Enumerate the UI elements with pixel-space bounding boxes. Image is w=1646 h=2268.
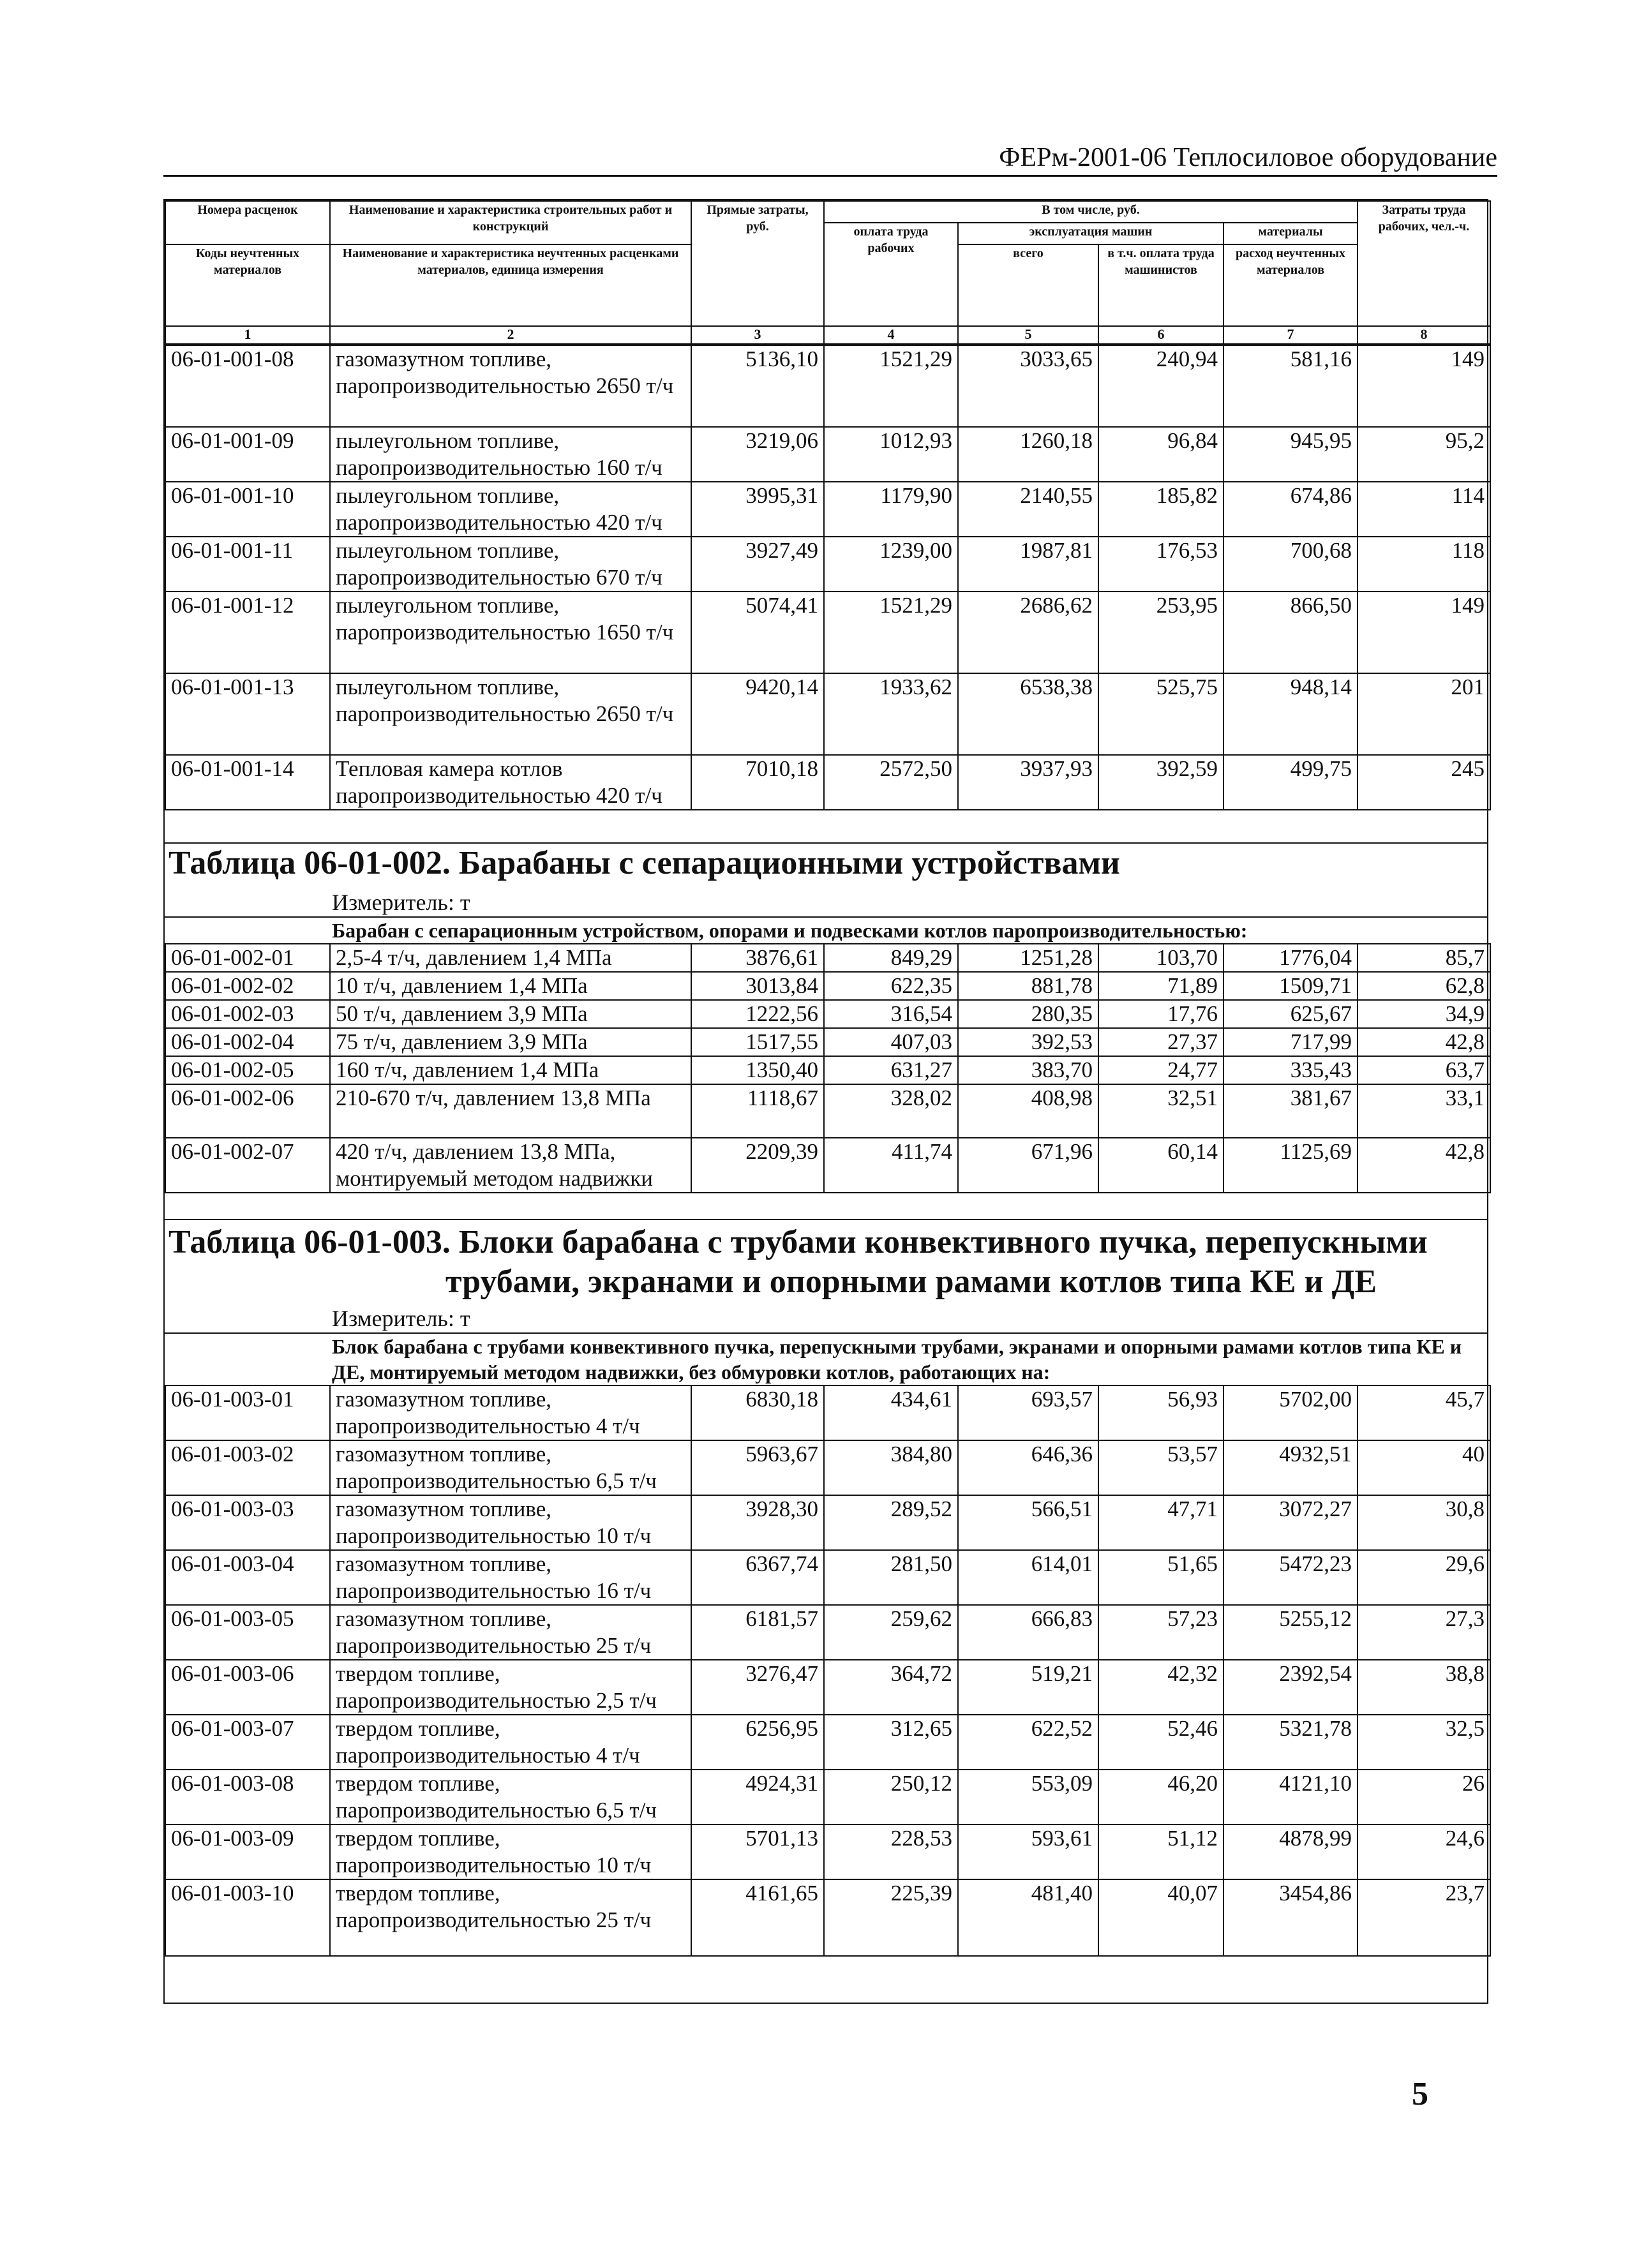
- work-description: 50 т/ч, давлением 3,9 МПа: [330, 1000, 691, 1028]
- direct-costs: 3927,49: [691, 537, 824, 592]
- materials-cost: 945,95: [1223, 427, 1358, 482]
- labor-hours: 33,1: [1358, 1084, 1490, 1138]
- rate-code: 06-01-002-06: [165, 1084, 330, 1138]
- page-number: 5: [1412, 2076, 1428, 2112]
- labor-hours: 38,8: [1358, 1660, 1490, 1715]
- work-description: газомазутном топливе, паропроизводительностью 4 т/ч: [330, 1385, 691, 1440]
- materials-cost: 1776,04: [1223, 944, 1358, 972]
- direct-costs: 3219,06: [691, 427, 824, 482]
- machinist-wage: 240,94: [1098, 345, 1223, 427]
- labor-hours: 40: [1358, 1440, 1490, 1495]
- machines-total: 666,83: [958, 1605, 1098, 1660]
- rate-code: 06-01-002-03: [165, 1000, 330, 1028]
- work-description: газомазутном топливе, паропроизводительностью 10 т/ч: [330, 1495, 691, 1550]
- header-materials: материалы: [1223, 223, 1358, 244]
- table-row: [165, 1550, 1490, 1605]
- materials-cost: 5472,23: [1223, 1550, 1358, 1605]
- table-row: [165, 1138, 1490, 1193]
- spacer: [165, 810, 1487, 842]
- worker-wage: 407,03: [824, 1028, 958, 1056]
- machinist-wage: 51,65: [1098, 1550, 1223, 1605]
- table-row: [165, 1440, 1490, 1495]
- work-description: твердом топливе, паропроизводительностью 2,5 т/ч: [330, 1660, 691, 1715]
- worker-wage: 281,50: [824, 1550, 958, 1605]
- header-unaccounted-materials: расход неучтенных материалов: [1223, 244, 1358, 326]
- section-title: Таблица 06-01-003. Блоки барабана с трубами конвективного пучка, перепускными: [168, 1224, 1428, 1260]
- measurement-unit: Измеритель: т: [332, 890, 470, 915]
- header-including: В том числе, руб.: [824, 201, 1358, 223]
- worker-wage: 1933,62: [824, 673, 958, 755]
- machinist-wage: 24,77: [1098, 1056, 1223, 1084]
- materials-cost: 3072,27: [1223, 1495, 1358, 1550]
- work-description: пылеугольном топливе, паропроизводительностью 1650 т/ч: [330, 592, 691, 673]
- labor-hours: 24,6: [1358, 1824, 1490, 1879]
- worker-wage: 411,74: [824, 1138, 958, 1193]
- machines-total: 553,09: [958, 1770, 1098, 1824]
- table-06-01-001-rows: [165, 345, 1491, 810]
- materials-cost: 866,50: [1223, 592, 1358, 673]
- column-number: 6: [1098, 326, 1223, 344]
- direct-costs: 7010,18: [691, 755, 824, 810]
- machines-total: 3033,65: [958, 345, 1098, 427]
- worker-wage: 2572,50: [824, 755, 958, 810]
- materials-cost: 581,16: [1223, 345, 1358, 427]
- machinist-wage: 46,20: [1098, 1770, 1223, 1824]
- column-number: 7: [1223, 326, 1358, 344]
- rate-code: 06-01-001-14: [165, 755, 330, 810]
- materials-cost: 4932,51: [1223, 1440, 1358, 1495]
- direct-costs: 5963,67: [691, 1440, 824, 1495]
- labor-hours: 42,8: [1358, 1028, 1490, 1056]
- worker-wage: 328,02: [824, 1084, 958, 1138]
- worker-wage: 1012,93: [824, 427, 958, 482]
- labor-hours: 26: [1358, 1770, 1490, 1824]
- direct-costs: 5074,41: [691, 592, 824, 673]
- table-row: [165, 1879, 1490, 1956]
- worker-wage: 849,29: [824, 944, 958, 972]
- work-description: твердом топливе, паропроизводительностью 4 т/ч: [330, 1715, 691, 1770]
- direct-costs: 1517,55: [691, 1028, 824, 1056]
- section-title-cont: трубами, экранами и опорными рамами котлов типа КЕ и ДЕ: [445, 1264, 1377, 1300]
- work-description: твердом топливе, паропроизводительностью 6,5 т/ч: [330, 1770, 691, 1824]
- machinist-wage: 60,14: [1098, 1138, 1223, 1193]
- materials-cost: 1509,71: [1223, 972, 1358, 1000]
- worker-wage: 434,61: [824, 1385, 958, 1440]
- direct-costs: 3995,31: [691, 482, 824, 537]
- worker-wage: 316,54: [824, 1000, 958, 1028]
- machinist-wage: 27,37: [1098, 1028, 1223, 1056]
- work-description: 75 т/ч, давлением 3,9 МПа: [330, 1028, 691, 1056]
- table-row: [165, 1715, 1490, 1770]
- rate-code: 06-01-002-07: [165, 1138, 330, 1193]
- labor-hours: 95,2: [1358, 427, 1490, 482]
- table-row: [165, 1000, 1490, 1028]
- rate-code: 06-01-003-02: [165, 1440, 330, 1495]
- work-description: твердом топливе, паропроизводительностью 10 т/ч: [330, 1824, 691, 1879]
- rate-code: 06-01-002-01: [165, 944, 330, 972]
- labor-hours: 245: [1358, 755, 1490, 810]
- header-machines: эксплуатация машин: [958, 223, 1223, 244]
- machines-total: 392,53: [958, 1028, 1098, 1056]
- work-description: газомазутном топливе, паропроизводительностью 16 т/ч: [330, 1550, 691, 1605]
- header-machines-total: всего: [958, 244, 1098, 326]
- machinist-wage: 96,84: [1098, 427, 1223, 482]
- labor-hours: 30,8: [1358, 1495, 1490, 1550]
- group-description: Блок барабана с трубами конвективного пучка, перепускными трубами, экранами и опорными рамами котлов типа КЕ и ДЕ, монтируемый методом надвижки, без обмуровки котлов, работающих на:: [165, 1332, 1487, 1385]
- machinist-wage: 40,07: [1098, 1879, 1223, 1956]
- header-material-names: Наименование и характеристика неучтенных расценками материалов, единица измерения: [330, 244, 691, 326]
- work-description: газомазутном топливе, паропроизводительностью 25 т/ч: [330, 1605, 691, 1660]
- machinist-wage: 53,57: [1098, 1440, 1223, 1495]
- header-work-name: Наименование и характеристика строительных работ и конструкций: [330, 201, 691, 244]
- labor-hours: 63,7: [1358, 1056, 1490, 1084]
- table-header: [165, 200, 1491, 345]
- section-06-01-002: [165, 842, 1487, 943]
- materials-cost: 674,86: [1223, 482, 1358, 537]
- document-header: [163, 142, 1497, 177]
- machines-total: 566,51: [958, 1495, 1098, 1550]
- worker-wage: 384,80: [824, 1440, 958, 1495]
- worker-wage: 225,39: [824, 1879, 958, 1956]
- column-number: 1: [165, 326, 330, 344]
- machines-total: 408,98: [958, 1084, 1098, 1138]
- materials-cost: 4121,10: [1223, 1770, 1358, 1824]
- rate-code: 06-01-002-05: [165, 1056, 330, 1084]
- section-06-01-003: [165, 1219, 1487, 1385]
- labor-hours: 45,7: [1358, 1385, 1490, 1440]
- machinist-wage: 185,82: [1098, 482, 1223, 537]
- worker-wage: 1521,29: [824, 345, 958, 427]
- machines-total: 1987,81: [958, 537, 1098, 592]
- machines-total: 280,35: [958, 1000, 1098, 1028]
- work-description: пылеугольном топливе, паропроизводительностью 670 т/ч: [330, 537, 691, 592]
- rate-code: 06-01-002-04: [165, 1028, 330, 1056]
- table-row: [165, 1824, 1490, 1879]
- machines-total: 3937,93: [958, 755, 1098, 810]
- labor-hours: 201: [1358, 673, 1490, 755]
- labor-hours: 118: [1358, 537, 1490, 592]
- table-row: [165, 1660, 1490, 1715]
- work-description: газомазутном топливе, паропроизводительностью 6,5 т/ч: [330, 1440, 691, 1495]
- machines-total: 1260,18: [958, 427, 1098, 482]
- labor-hours: 32,5: [1358, 1715, 1490, 1770]
- machines-total: 881,78: [958, 972, 1098, 1000]
- table-row: [165, 1084, 1490, 1138]
- materials-cost: 4878,99: [1223, 1824, 1358, 1879]
- materials-cost: 700,68: [1223, 537, 1358, 592]
- column-number: 3: [691, 326, 824, 344]
- header-machinist-wage: в т.ч. оплата труда машинистов: [1098, 244, 1223, 326]
- header-worker-wage: оплата труда рабочих: [824, 223, 958, 326]
- table-row: [165, 1385, 1490, 1440]
- table-row: [165, 1028, 1490, 1056]
- column-number: 2: [330, 326, 691, 344]
- table-row: [165, 755, 1490, 810]
- work-description: пылеугольном топливе, паропроизводительностью 160 т/ч: [330, 427, 691, 482]
- machines-total: 2686,62: [958, 592, 1098, 673]
- direct-costs: 3013,84: [691, 972, 824, 1000]
- materials-cost: 3454,86: [1223, 1879, 1358, 1956]
- materials-cost: 1125,69: [1223, 1138, 1358, 1193]
- worker-wage: 1239,00: [824, 537, 958, 592]
- rate-code: 06-01-003-07: [165, 1715, 330, 1770]
- document-title: ФЕРм-2001-06 Теплосиловое оборудование: [999, 143, 1497, 172]
- direct-costs: 6256,95: [691, 1715, 824, 1770]
- direct-costs: 6181,57: [691, 1605, 824, 1660]
- direct-costs: 6367,74: [691, 1550, 824, 1605]
- labor-hours: 29,6: [1358, 1550, 1490, 1605]
- machines-total: 693,57: [958, 1385, 1098, 1440]
- table-row: [165, 592, 1490, 673]
- machinist-wage: 253,95: [1098, 592, 1223, 673]
- machinist-wage: 32,51: [1098, 1084, 1223, 1138]
- materials-cost: 625,67: [1223, 1000, 1358, 1028]
- machinist-wage: 57,23: [1098, 1605, 1223, 1660]
- labor-hours: 34,9: [1358, 1000, 1490, 1028]
- rate-code: 06-01-003-06: [165, 1660, 330, 1715]
- direct-costs: 2209,39: [691, 1138, 824, 1193]
- worker-wage: 259,62: [824, 1605, 958, 1660]
- worker-wage: 312,65: [824, 1715, 958, 1770]
- rate-code: 06-01-001-08: [165, 345, 330, 427]
- materials-cost: 2392,54: [1223, 1660, 1358, 1715]
- materials-cost: 381,67: [1223, 1084, 1358, 1138]
- labor-hours: 42,8: [1358, 1138, 1490, 1193]
- work-description: 10 т/ч, давлением 1,4 МПа: [330, 972, 691, 1000]
- machinist-wage: 525,75: [1098, 673, 1223, 755]
- rate-code: 06-01-001-12: [165, 592, 330, 673]
- table-row: [165, 427, 1490, 482]
- direct-costs: 4161,65: [691, 1879, 824, 1956]
- worker-wage: 289,52: [824, 1495, 958, 1550]
- machines-total: 671,96: [958, 1138, 1098, 1193]
- header-material-codes: Коды неучтенных материалов: [165, 244, 330, 326]
- table-row: [165, 537, 1490, 592]
- direct-costs: 5136,10: [691, 345, 824, 427]
- labor-hours: 23,7: [1358, 1879, 1490, 1956]
- direct-costs: 3928,30: [691, 1495, 824, 1550]
- rate-code: 06-01-003-01: [165, 1385, 330, 1440]
- table-row: [165, 944, 1490, 972]
- table-row: [165, 345, 1490, 427]
- labor-hours: 149: [1358, 592, 1490, 673]
- machines-total: 383,70: [958, 1056, 1098, 1084]
- table-06-01-003-rows: [165, 1385, 1491, 1957]
- work-description: 420 т/ч, давлением 13,8 МПа, монтируемый методом надвижки: [330, 1138, 691, 1193]
- direct-costs: 9420,14: [691, 673, 824, 755]
- column-number: 5: [958, 326, 1098, 344]
- machinist-wage: 47,71: [1098, 1495, 1223, 1550]
- section-title: Таблица 06-01-002. Барабаны с сепарационными устройствами: [168, 845, 1120, 881]
- machines-total: 614,01: [958, 1550, 1098, 1605]
- spacer: [165, 1193, 1487, 1219]
- machines-total: 481,40: [958, 1879, 1098, 1956]
- worker-wage: 250,12: [824, 1770, 958, 1824]
- rate-code: 06-01-001-10: [165, 482, 330, 537]
- machinist-wage: 17,76: [1098, 1000, 1223, 1028]
- worker-wage: 364,72: [824, 1660, 958, 1715]
- header-rate-number: Номера расценок: [165, 201, 330, 244]
- worker-wage: 631,27: [824, 1056, 958, 1084]
- worker-wage: 228,53: [824, 1824, 958, 1879]
- rate-code: 06-01-001-09: [165, 427, 330, 482]
- machines-total: 2140,55: [958, 482, 1098, 537]
- header-labor-costs: Затраты труда рабочих, чел.-ч.: [1358, 201, 1490, 326]
- direct-costs: 1350,40: [691, 1056, 824, 1084]
- work-description: твердом топливе, паропроизводительностью 25 т/ч: [330, 1879, 691, 1956]
- machines-total: 646,36: [958, 1440, 1098, 1495]
- column-number: 4: [824, 326, 958, 344]
- rates-table-frame: [163, 199, 1488, 2004]
- machinist-wage: 52,46: [1098, 1715, 1223, 1770]
- rate-code: 06-01-002-02: [165, 972, 330, 1000]
- materials-cost: 948,14: [1223, 673, 1358, 755]
- work-description: газомазутном топливе, паропроизводительностью 2650 т/ч: [330, 345, 691, 427]
- machines-total: 593,61: [958, 1824, 1098, 1879]
- direct-costs: 3276,47: [691, 1660, 824, 1715]
- column-number: 8: [1358, 326, 1490, 344]
- rate-code: 06-01-003-04: [165, 1550, 330, 1605]
- work-description: 210-670 т/ч, давлением 13,8 МПа: [330, 1084, 691, 1138]
- labor-hours: 85,7: [1358, 944, 1490, 972]
- materials-cost: 5255,12: [1223, 1605, 1358, 1660]
- machines-total: 6538,38: [958, 673, 1098, 755]
- rate-code: 06-01-003-10: [165, 1879, 330, 1956]
- measurement-unit: Измеритель: т: [332, 1306, 470, 1331]
- rate-code: 06-01-003-03: [165, 1495, 330, 1550]
- group-description: Барабан с сепарационным устройством, опорами и подвесками котлов паропроизводительностью:: [165, 916, 1487, 943]
- worker-wage: 1179,90: [824, 482, 958, 537]
- work-description: пылеугольном топливе, паропроизводительностью 420 т/ч: [330, 482, 691, 537]
- materials-cost: 717,99: [1223, 1028, 1358, 1056]
- direct-costs: 3876,61: [691, 944, 824, 972]
- direct-costs: 5701,13: [691, 1824, 824, 1879]
- table-row: [165, 673, 1490, 755]
- machinist-wage: 103,70: [1098, 944, 1223, 972]
- machinist-wage: 42,32: [1098, 1660, 1223, 1715]
- rate-code: 06-01-003-09: [165, 1824, 330, 1879]
- header-direct-costs: Прямые затраты, руб.: [691, 201, 824, 326]
- table-row: [165, 1056, 1490, 1084]
- materials-cost: 5702,00: [1223, 1385, 1358, 1440]
- machinist-wage: 392,59: [1098, 755, 1223, 810]
- table-row: [165, 1605, 1490, 1660]
- machines-total: 1251,28: [958, 944, 1098, 972]
- rate-code: 06-01-001-11: [165, 537, 330, 592]
- labor-hours: 62,8: [1358, 972, 1490, 1000]
- work-description: 160 т/ч, давлением 1,4 МПа: [330, 1056, 691, 1084]
- machinist-wage: 51,12: [1098, 1824, 1223, 1879]
- work-description: пылеугольном топливе, паропроизводительностью 2650 т/ч: [330, 673, 691, 755]
- column-number-row: [165, 326, 1490, 344]
- direct-costs: 1118,67: [691, 1084, 824, 1138]
- direct-costs: 1222,56: [691, 1000, 824, 1028]
- materials-cost: 499,75: [1223, 755, 1358, 810]
- labor-hours: 114: [1358, 482, 1490, 537]
- table-row: [165, 482, 1490, 537]
- work-description: Тепловая камера котлов паропроизводительностью 420 т/ч: [330, 755, 691, 810]
- worker-wage: 1521,29: [824, 592, 958, 673]
- rate-code: 06-01-003-05: [165, 1605, 330, 1660]
- table-row: [165, 1495, 1490, 1550]
- labor-hours: 149: [1358, 345, 1490, 427]
- table-row: [165, 972, 1490, 1000]
- machinist-wage: 56,93: [1098, 1385, 1223, 1440]
- machinist-wage: 71,89: [1098, 972, 1223, 1000]
- rate-code: 06-01-003-08: [165, 1770, 330, 1824]
- machinist-wage: 176,53: [1098, 537, 1223, 592]
- materials-cost: 5321,78: [1223, 1715, 1358, 1770]
- direct-costs: 4924,31: [691, 1770, 824, 1824]
- worker-wage: 622,35: [824, 972, 958, 1000]
- machines-total: 519,21: [958, 1660, 1098, 1715]
- machines-total: 622,52: [958, 1715, 1098, 1770]
- table-06-01-002-rows: [165, 943, 1491, 1193]
- materials-cost: 335,43: [1223, 1056, 1358, 1084]
- table-row: [165, 1770, 1490, 1824]
- labor-hours: 27,3: [1358, 1605, 1490, 1660]
- work-description: 2,5-4 т/ч, давлением 1,4 МПа: [330, 944, 691, 972]
- direct-costs: 6830,18: [691, 1385, 824, 1440]
- rate-code: 06-01-001-13: [165, 673, 330, 755]
